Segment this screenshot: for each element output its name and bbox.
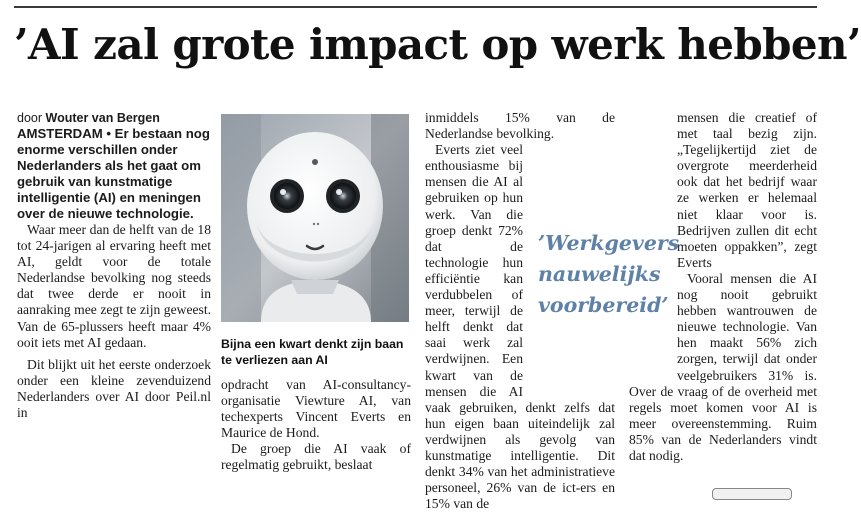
body-paragraph: Vooral mensen die AI nog nooit gebruikt hebben wantrouwen de nieuwe technologie. Van hen maakt 56% zich zorgen, terwijl dat onder veelgebruikers 31% is. Over de vraag of de overheid met regels moet komen voor AI is meer overeenstemming. Ruim 85% van de Nederlanders vindt dat nodig. — [629, 270, 817, 463]
top-rule — [14, 6, 817, 8]
headline: ’AI zal grote impact op werk hebben’ — [14, 20, 861, 69]
byline-prefix: door — [17, 111, 43, 125]
body-paragraph: Everts ziet veel enthousiasme bij mensen die AI al gebruiken op hun werk. Van die groep denkt 72% dat de technologie hun efficiëntie kan verdubbelen of meer, terwijl de helft denkt dat saai werk zal verdwijnen. Een kwart van de mensen die AI vaak gebruiken, denkt zelfs dat hun eigen baan uiteindelijk zal verdwijnen als gevolg van kunstmatige intelligentie. Dit denkt 34% van het administratieve personeel, 26% van de ict-ers en 15% van de — [425, 142, 615, 512]
pull-quote-line: ’Werkgevers — [538, 231, 680, 255]
pull-quote-line: nauwelijks — [538, 262, 661, 286]
byline-author: Wouter van Bergen — [45, 111, 160, 125]
robot-image — [221, 114, 409, 322]
body-paragraph: mensen die creatief of met taal bezig zijn. „Tegelijkertijd ziet de overgrote meerderheid ook dat het bedrijf waar ze werken er helemaal niet klaar voor is. Bedrijven zullen dit echt moeten oppakken”, zegt Everts — [677, 110, 817, 270]
pull-quote — [538, 228, 680, 321]
body-paragraph: Dit blijkt uit het eerste onderzoek onder een kleine zevenduizend Nederlanders over AI door Peil.nl in — [17, 356, 211, 421]
byline — [17, 110, 211, 126]
column-1 — [17, 110, 211, 421]
pull-quote-line: voorbereid’ — [538, 293, 669, 317]
robot-photo — [221, 114, 409, 322]
photo-caption: Bijna een kwart denkt zijn baan te verliezen aan AI — [221, 337, 404, 367]
lead-paragraph: AMSTERDAM • Er bestaan nog enorme verschillen onder Nederlanders als het gaat om gebruik van kunstmatige intelligentie (AI) en meningen over de nieuwe technologie. — [17, 126, 210, 221]
body-paragraph: Waar meer dan de helft van de 18 tot 24-jarigen al ervaring heeft met AI, geldt voor de totale Nederlandse bevolking nog steeds dat twee derde er nooit in aanraking mee zegt te zijn geweest. Van de 65-plussers heeft maar 4% ooit iets met AI gedaan. — [17, 222, 211, 350]
bottom-edge-widget — [712, 488, 792, 500]
body-paragraph: inmiddels 15% van de Nederlandse bevolking. — [425, 110, 615, 142]
body-paragraph: De groep die AI vaak of regelmatig gebruikt, beslaat — [221, 441, 411, 473]
column-2 — [221, 377, 411, 474]
body-paragraph: opdracht van AI-consultancy-organisatie Viewture AI, van techexperts Vincent Everts en Maurice de Hond. — [221, 377, 411, 441]
